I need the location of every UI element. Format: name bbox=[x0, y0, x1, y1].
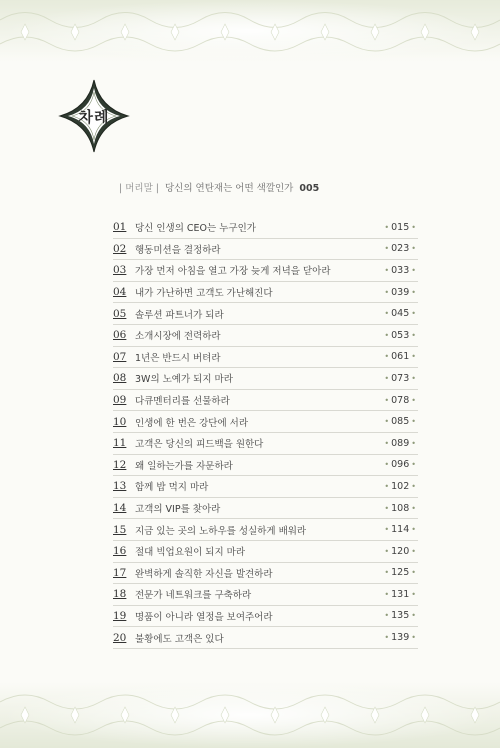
bullet-dot-icon: • bbox=[384, 395, 390, 405]
bottom-pattern bbox=[0, 682, 500, 748]
toc-entry-number: 04 bbox=[113, 286, 127, 299]
toc-entry-page-number: 114 bbox=[391, 524, 410, 536]
bullet-dot-icon: • bbox=[384, 244, 390, 254]
toc-entry-page-number: 039 bbox=[391, 286, 410, 298]
bullet-dot-icon: • bbox=[384, 589, 390, 599]
toc-entry-page-number: 089 bbox=[391, 437, 410, 449]
toc-entry[interactable] bbox=[113, 433, 418, 455]
bullet-dot-icon: • bbox=[384, 330, 390, 340]
toc-entry-page-number: 073 bbox=[391, 372, 410, 384]
toc-entry[interactable] bbox=[113, 217, 418, 239]
toc-entry-title: 명품이 아니라 열정을 보여주어라 bbox=[135, 611, 273, 623]
toc-entry-title: 내가 가난하면 고객도 가난해진다 bbox=[135, 288, 273, 300]
toc-entry-page bbox=[374, 567, 418, 578]
toc-entry-page bbox=[374, 632, 418, 643]
toc-entry-number: 12 bbox=[113, 458, 127, 471]
bullet-dot-icon: • bbox=[384, 611, 390, 621]
toc-entry-page-number: 053 bbox=[391, 329, 410, 341]
toc-entry-number: 16 bbox=[113, 545, 127, 558]
toc-entry-title: 지금 있는 곳의 노하우를 성실하게 배워라 bbox=[135, 525, 307, 537]
preface-line bbox=[119, 180, 319, 194]
toc-entry-page-number: 131 bbox=[391, 588, 410, 600]
toc-entry-title: 함께 밥 먹지 마라 bbox=[135, 482, 209, 494]
toc-entry[interactable] bbox=[113, 476, 418, 498]
bullet-dot-icon: • bbox=[384, 503, 390, 513]
bullet-dot-icon: • bbox=[411, 438, 416, 448]
toc-entry-page bbox=[374, 330, 418, 341]
toc-entry-page bbox=[374, 351, 418, 362]
toc-entry-number: 10 bbox=[113, 415, 127, 428]
toc-entry[interactable] bbox=[113, 282, 418, 304]
toc-entry-number: 03 bbox=[113, 264, 127, 277]
toc-entry[interactable] bbox=[113, 411, 418, 433]
toc-entry-page bbox=[374, 524, 418, 535]
toc-entry[interactable] bbox=[113, 455, 418, 477]
preface-tag-text: 머리말 bbox=[125, 183, 153, 194]
bullet-dot-icon: • bbox=[411, 352, 416, 362]
toc-entry-number: 17 bbox=[113, 566, 127, 579]
bullet-dot-icon: • bbox=[411, 244, 416, 254]
bullet-dot-icon: • bbox=[411, 633, 416, 643]
bullet-dot-icon: • bbox=[411, 589, 416, 599]
toc-entry[interactable] bbox=[113, 563, 418, 585]
toc-entry-page bbox=[374, 243, 418, 254]
toc-entry-page bbox=[374, 438, 418, 449]
bullet-dot-icon: • bbox=[411, 546, 416, 556]
bullet-dot-icon: • bbox=[411, 265, 416, 275]
toc-entry-page bbox=[374, 503, 418, 514]
toc-entry-page bbox=[374, 546, 418, 557]
bottom-decorative-band bbox=[0, 682, 500, 748]
toc-entry-title: 소개시장에 전력하라 bbox=[135, 331, 221, 343]
toc-entry-page-number: 023 bbox=[391, 243, 410, 255]
bullet-dot-icon: • bbox=[411, 611, 416, 621]
bullet-dot-icon: • bbox=[411, 481, 416, 491]
toc-entry[interactable] bbox=[113, 260, 418, 282]
top-pattern bbox=[0, 0, 500, 62]
toc-entry-page-number: 045 bbox=[391, 308, 410, 320]
toc-entry-page-number: 033 bbox=[391, 264, 410, 276]
toc-list bbox=[113, 217, 418, 649]
toc-entry-number: 08 bbox=[113, 372, 127, 385]
toc-entry[interactable] bbox=[113, 239, 418, 261]
preface-tag: | 머리말 | bbox=[119, 183, 159, 194]
toc-emblem bbox=[58, 78, 130, 154]
preface-title: 당신의 연탄재는 어떤 색깔인가 bbox=[165, 183, 294, 194]
preface-page: 005 bbox=[299, 183, 320, 194]
bullet-dot-icon: • bbox=[384, 481, 390, 491]
toc-entry[interactable] bbox=[113, 347, 418, 369]
bullet-dot-icon: • bbox=[384, 373, 390, 383]
toc-entry[interactable] bbox=[113, 519, 418, 541]
toc-entry-page bbox=[374, 222, 418, 233]
toc-entry-title: 가장 먼저 아침을 열고 가장 늦게 저녁을 닫아라 bbox=[135, 266, 331, 278]
bullet-dot-icon: • bbox=[384, 568, 390, 578]
toc-entry-title: 고객의 VIP를 찾아라 bbox=[135, 504, 221, 516]
toc-entry-page-number: 015 bbox=[391, 221, 410, 233]
toc-entry[interactable] bbox=[113, 325, 418, 347]
toc-entry-title: 완벽하게 솔직한 자신을 발견하라 bbox=[135, 568, 273, 580]
bullet-dot-icon: • bbox=[411, 460, 416, 470]
toc-entry-title: 인생에 한 번은 강단에 서라 bbox=[135, 417, 249, 429]
toc-entry-page bbox=[374, 589, 418, 600]
toc-entry-title: 왜 일하는가를 자문하라 bbox=[135, 460, 233, 472]
bullet-dot-icon: • bbox=[411, 568, 416, 578]
toc-entry-title: 전문가 네트워크를 구축하라 bbox=[135, 590, 252, 602]
toc-entry-number: 20 bbox=[113, 631, 127, 644]
toc-entry-number: 09 bbox=[113, 394, 127, 407]
toc-entry-page bbox=[374, 459, 418, 470]
toc-entry[interactable] bbox=[113, 303, 418, 325]
toc-entry-title: 고객은 당신의 피드백을 원한다 bbox=[135, 439, 264, 451]
toc-entry-title: 불황에도 고객은 있다 bbox=[135, 633, 224, 645]
toc-entry-page-number: 108 bbox=[391, 502, 410, 514]
toc-entry-page-number: 096 bbox=[391, 459, 410, 471]
bullet-dot-icon: • bbox=[411, 287, 416, 297]
bullet-dot-icon: • bbox=[411, 330, 416, 340]
toc-entry-number: 02 bbox=[113, 242, 127, 255]
toc-entry-title: 행동미션을 결정하라 bbox=[135, 244, 221, 256]
bullet-dot-icon: • bbox=[411, 503, 416, 513]
toc-entry-number: 05 bbox=[113, 307, 127, 320]
toc-entry[interactable] bbox=[113, 627, 418, 649]
toc-entry-page-number: 085 bbox=[391, 416, 410, 428]
toc-entry[interactable] bbox=[113, 390, 418, 412]
toc-entry-title: 절대 빅업요원이 되지 마라 bbox=[135, 547, 246, 559]
bullet-dot-icon: • bbox=[411, 395, 416, 405]
bullet-dot-icon: • bbox=[384, 287, 390, 297]
toc-entry-page-number: 120 bbox=[391, 545, 410, 557]
toc-entry[interactable] bbox=[113, 368, 418, 390]
toc-entry-page-number: 102 bbox=[391, 480, 410, 492]
toc-entry-page bbox=[374, 481, 418, 492]
toc-entry-page bbox=[374, 373, 418, 384]
toc-entry-page bbox=[374, 610, 418, 621]
toc-entry-page-number: 139 bbox=[391, 632, 410, 644]
bullet-dot-icon: • bbox=[411, 222, 416, 232]
bullet-dot-icon: • bbox=[384, 438, 390, 448]
toc-entry-page bbox=[374, 265, 418, 276]
bullet-dot-icon: • bbox=[384, 546, 390, 556]
toc-entry-page-number: 061 bbox=[391, 351, 410, 363]
bullet-dot-icon: • bbox=[384, 633, 390, 643]
toc-entry-title: 당신 인생의 CEO는 누구인가 bbox=[135, 223, 256, 235]
toc-entry-number: 13 bbox=[113, 480, 127, 493]
toc-entry-page bbox=[374, 308, 418, 319]
bullet-dot-icon: • bbox=[384, 309, 390, 319]
toc-entry-number: 19 bbox=[113, 609, 127, 622]
emblem-title: 차례 bbox=[78, 107, 110, 126]
toc-entry-page bbox=[374, 416, 418, 427]
bullet-dot-icon: • bbox=[411, 417, 416, 427]
toc-entry[interactable] bbox=[113, 584, 418, 606]
toc-entry-title: 솔루션 파트너가 되라 bbox=[135, 309, 224, 321]
toc-entry-number: 15 bbox=[113, 523, 127, 536]
toc-entry-page-number: 125 bbox=[391, 567, 410, 579]
bullet-dot-icon: • bbox=[384, 222, 390, 232]
toc-entry-number: 11 bbox=[113, 437, 127, 450]
bullet-dot-icon: • bbox=[384, 417, 390, 427]
bullet-dot-icon: • bbox=[411, 525, 416, 535]
bullet-dot-icon: • bbox=[411, 373, 416, 383]
bullet-dot-icon: • bbox=[411, 309, 416, 319]
bullet-dot-icon: • bbox=[384, 265, 390, 275]
toc-entry-number: 07 bbox=[113, 350, 127, 363]
toc-entry-title: 다큐멘터리를 선물하라 bbox=[135, 396, 230, 408]
bullet-dot-icon: • bbox=[384, 460, 390, 470]
toc-entry-page bbox=[374, 395, 418, 406]
bullet-dot-icon: • bbox=[384, 352, 390, 362]
bullet-dot-icon: • bbox=[384, 525, 390, 535]
toc-entry[interactable] bbox=[113, 606, 418, 628]
toc-entry-number: 06 bbox=[113, 329, 127, 342]
toc-entry-title: 3W의 노예가 되지 마라 bbox=[135, 374, 233, 386]
toc-entry[interactable] bbox=[113, 541, 418, 563]
toc-entry-page bbox=[374, 287, 418, 298]
toc-entry-page-number: 135 bbox=[391, 610, 410, 622]
toc-entry-page-number: 078 bbox=[391, 394, 410, 406]
toc-entry-number: 18 bbox=[113, 588, 127, 601]
toc-entry[interactable] bbox=[113, 498, 418, 520]
top-decorative-band bbox=[0, 0, 500, 62]
toc-entry-title: 1년은 반드시 버텨라 bbox=[135, 352, 221, 364]
toc-entry-number: 01 bbox=[113, 221, 127, 234]
toc-entry-number: 14 bbox=[113, 502, 127, 515]
